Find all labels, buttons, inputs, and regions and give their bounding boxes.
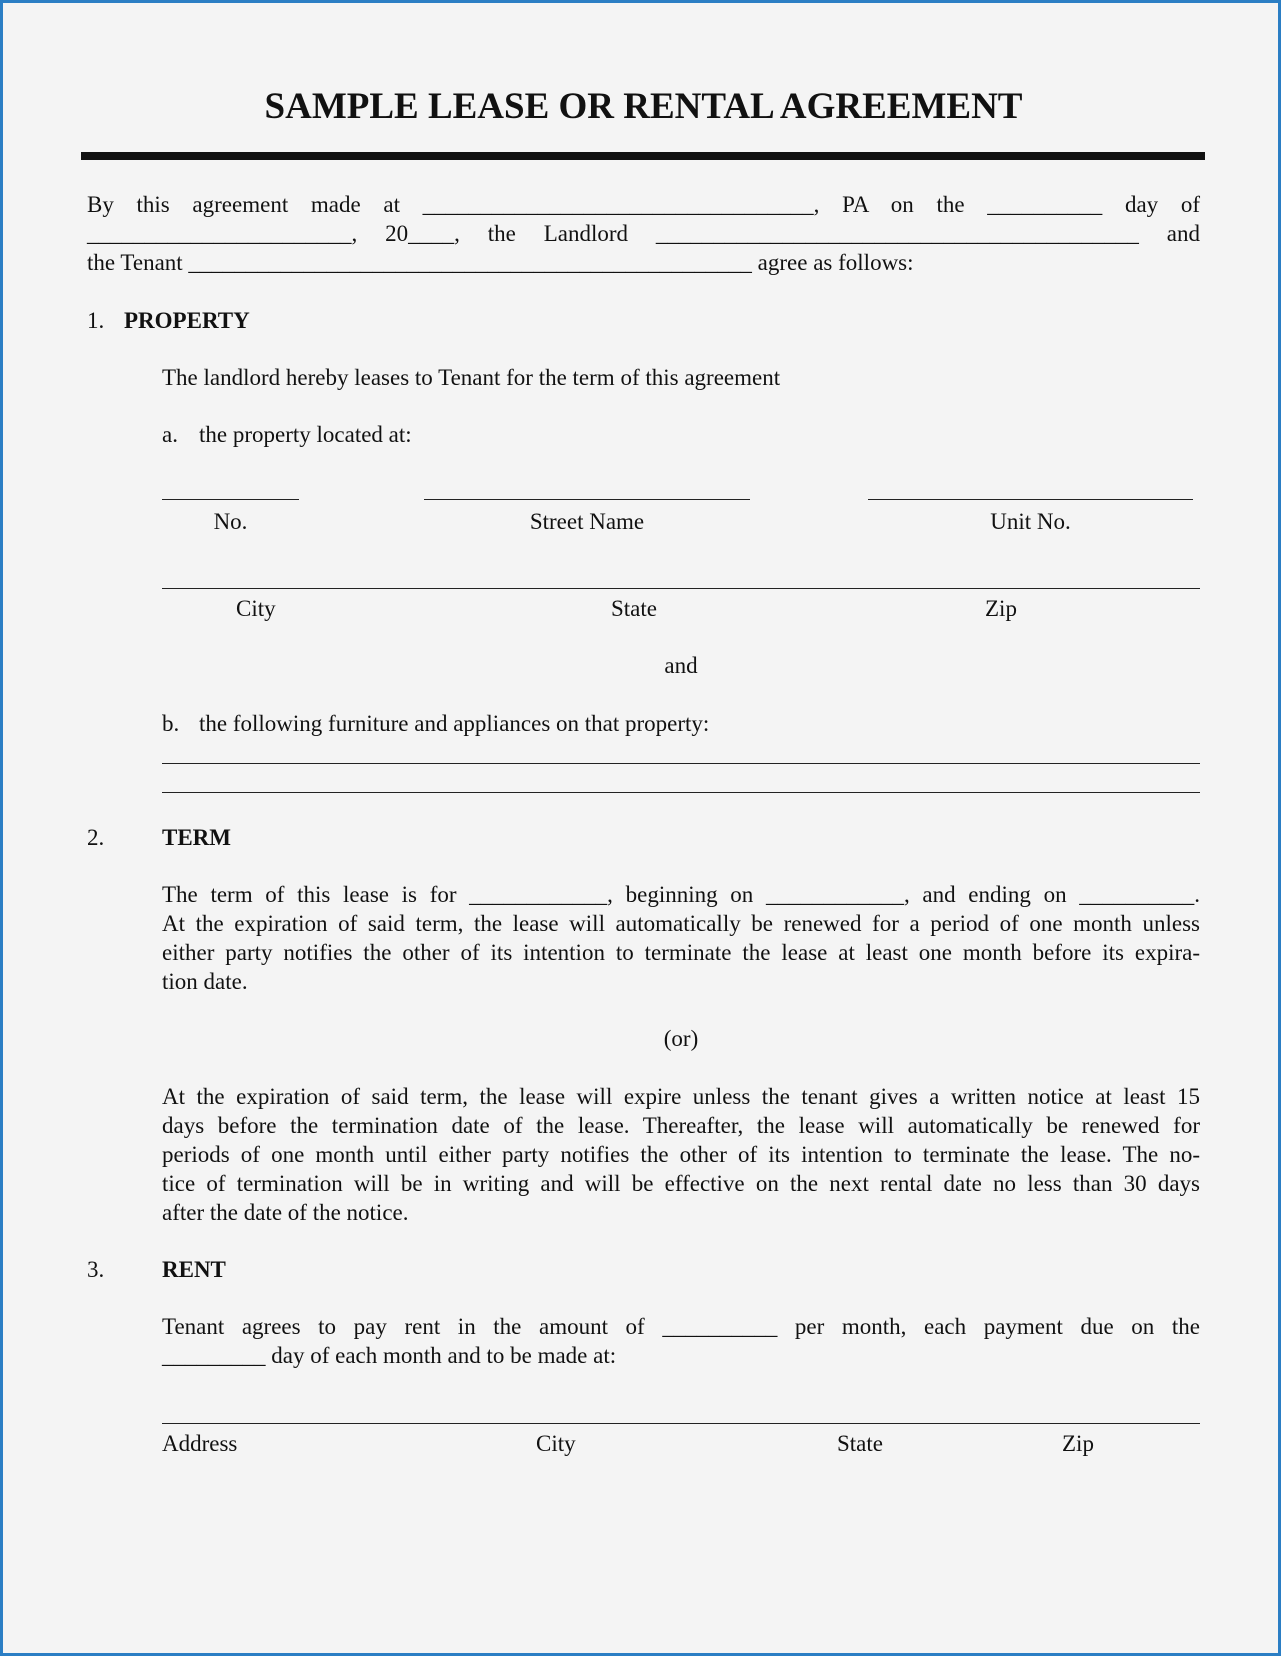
label-rent-state: State [837,1431,883,1456]
section-number-rent: 3. [87,1257,105,1282]
and-connector: and [664,653,698,678]
title-rule [81,152,1205,160]
item-a-marker: a. [162,422,178,447]
label-city: City [236,596,276,621]
label-street: Street Name [529,509,645,534]
section-heading-property: PROPERTY [124,308,250,333]
term-p1-line-4: tion date. [162,969,248,994]
rent-p1-line-1: Tenant agrees to pay rent in the amount of __________ per month, each payment due on the [162,1314,1200,1339]
intro-line-3: the Tenant _________________________________________________ agree as follows: [87,250,914,275]
item-b-text: the following furniture and appliances on that property: [199,711,710,736]
blank-no [162,499,299,500]
section-heading-term: TERM [162,825,231,850]
intro-line-1: By this agreement made at __________________________________, PA on the __________ day of [87,192,1200,217]
term-p1-line-3: either party notifies the other of its intention to terminate the lease at least one month before its expira- [162,940,1200,965]
item-a-text: the property located at: [199,422,412,447]
or-connector: (or) [663,1026,699,1051]
blank-furniture-1 [162,763,1200,764]
term-p1-line-2: At the expiration of said term, the lease will automatically be renewed for a period of one month unless [162,911,1200,936]
section-heading-rent: RENT [162,1257,226,1282]
intro-line-2: _______________________, 20____, the Landlord __________________________________________ and [87,221,1200,246]
term-p1-line-1: The term of this lease is for ____________, beginning on ____________, and ending on __________. [162,882,1200,907]
section-number-term: 2. [87,825,105,850]
label-no: No. [213,509,248,534]
section-number-property: 1. [87,308,105,333]
term-p2-line-2: days before the termination date of the lease. Thereafter, the lease will automatically be renewed for [162,1113,1200,1138]
label-zip: Zip [985,596,1017,621]
term-p2-line-3: periods of one month until either party notifies the other of its intention to terminate the lease. The no- [162,1142,1200,1167]
blank-city-state-zip [162,588,1200,589]
blank-furniture-2 [162,792,1200,793]
label-rent-city: City [536,1431,576,1456]
item-b-marker: b. [162,711,180,736]
term-p2-line-1: At the expiration of said term, the lease will expire unless the tenant gives a written notice at least 15 [162,1084,1200,1109]
label-rent-address: Address [162,1431,238,1456]
rent-p1-line-2: _________ day of each month and to be made at: [162,1343,617,1368]
label-state: State [611,596,657,621]
blank-street [424,499,750,500]
term-p2-line-4: tice of termination will be in writing and will be effective on the next rental date no less than 30 days [162,1171,1200,1196]
blank-unit [868,499,1193,500]
label-rent-zip: Zip [1062,1431,1094,1456]
term-p2-line-5: after the date of the notice. [162,1200,409,1225]
document-title: SAMPLE LEASE OR RENTAL AGREEMENT [264,86,1023,127]
label-unit: Unit No. [990,509,1071,534]
property-lead: The landlord hereby leases to Tenant for the term of this agreement [162,365,781,390]
blank-rent-address [162,1423,1200,1424]
